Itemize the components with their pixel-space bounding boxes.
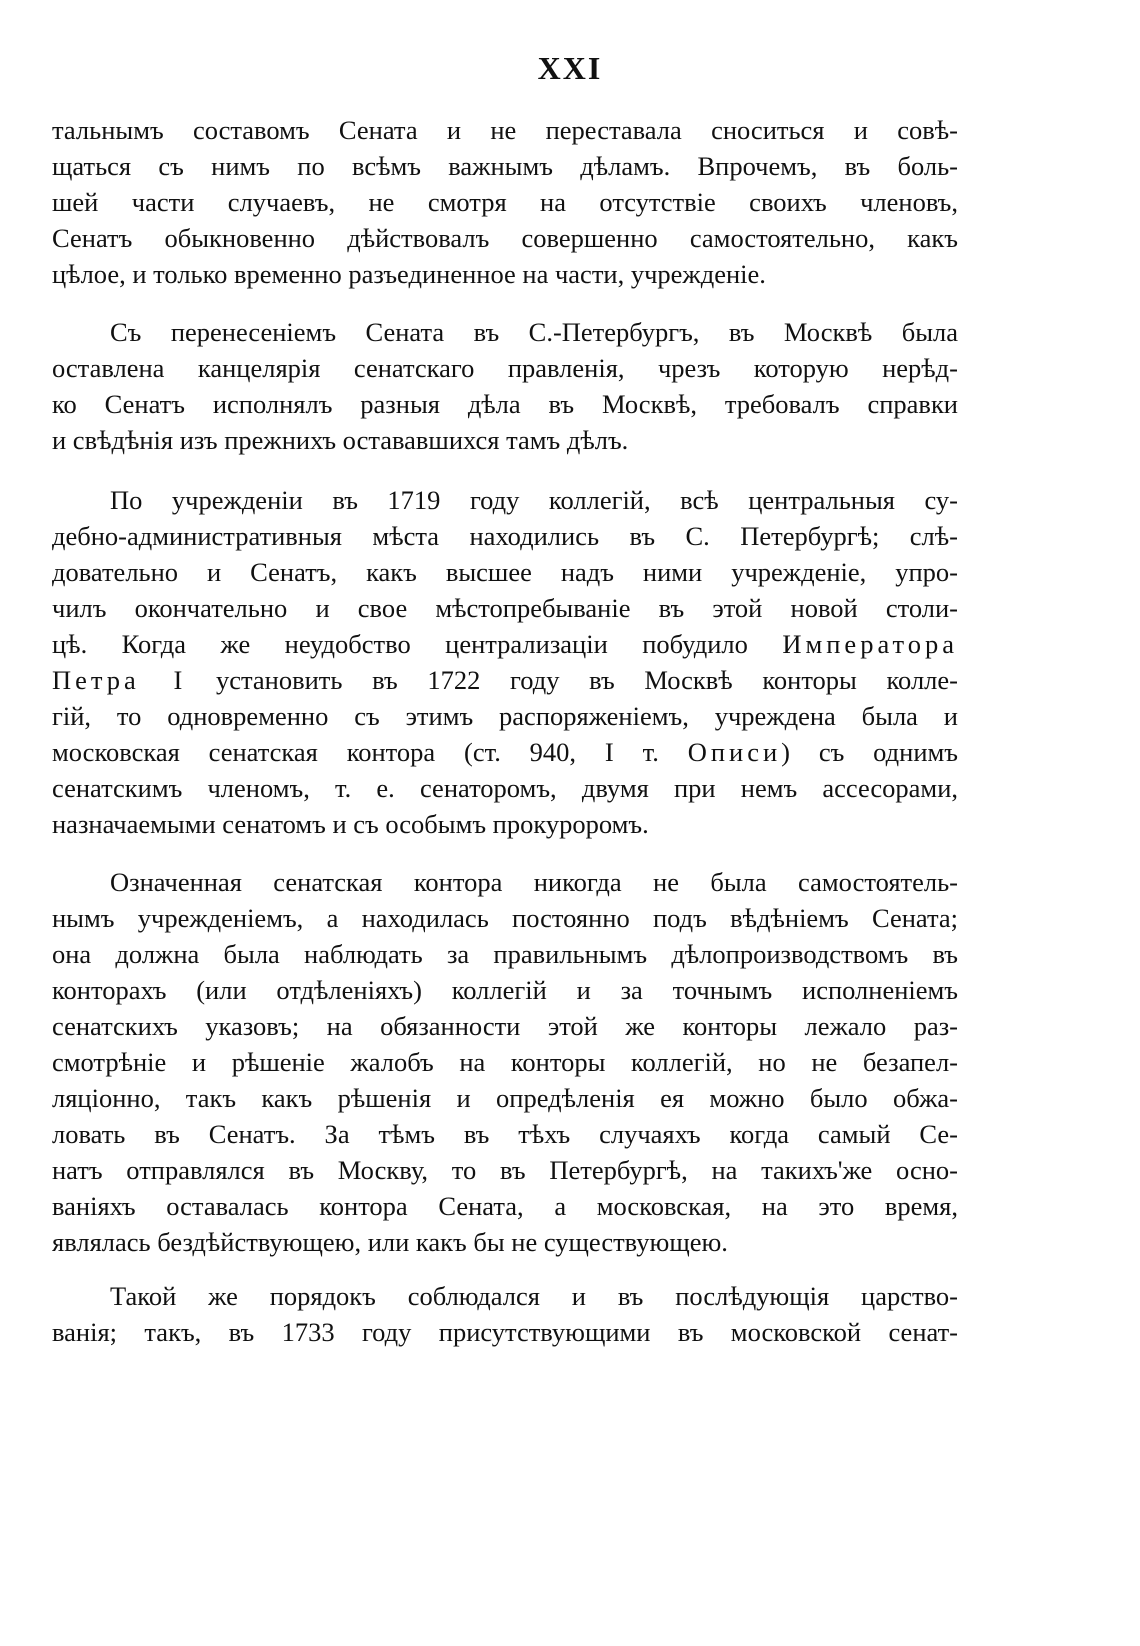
paragraph-2: [0, 314, 1140, 458]
text-line: и свѣдѣнія изъ прежнихъ остававшихся тамъ дѣлъ.: [52, 425, 629, 455]
text-segment: московская сенатская контора (ст. 940, I т.: [52, 737, 659, 767]
text-line: [52, 734, 958, 770]
paragraph-3: [0, 482, 1140, 842]
text-line: ловать въ Сенатъ. За тѣмъ въ тѣхъ случаяхъ когда самый Се-: [52, 1119, 958, 1149]
spaced-name-imperatora: Императора: [782, 629, 959, 659]
text-line: [52, 626, 958, 662]
text-line: Сенатъ обыкновенно дѣйствовалъ совершенно самостоятельно, какъ: [52, 223, 958, 253]
text-line: ко Сенатъ исполнялъ разныя дѣла въ Москвѣ, требовалъ справки: [52, 389, 958, 419]
spaced-word-opisi: Описи: [687, 737, 782, 767]
text-line: сенатскихъ указовъ; на обязанности этой же конторы лежало раз-: [52, 1011, 958, 1041]
text-line: являлась бездѣйствующею, или какъ бы не существующею.: [52, 1227, 728, 1257]
text-line: смотрѣніе и рѣшеніе жалобъ на конторы коллегій, но не безапел-: [52, 1047, 958, 1077]
page-number: XXI: [537, 50, 603, 86]
text-line: Съ перенесеніемъ Сената въ С.-Петербургъ, въ Москвѣ была: [110, 317, 958, 347]
paragraph-4: [0, 864, 1140, 1260]
text-line: гій, то одновременно съ этимъ распоряженіемъ, учреждена была и: [52, 701, 958, 731]
text-line: сенатскимъ членомъ, т. е. сенаторомъ, двумя при немъ ассесорами,: [52, 773, 958, 803]
text-line: цѣлое, и только временно разъединенное на части, учрежденіе.: [52, 259, 766, 289]
text-line: шей части случаевъ, не смотря на отсутствіе своихъ членовъ,: [52, 187, 958, 217]
spaced-name-petra: Петра I: [52, 665, 187, 695]
text-segment: цѣ. Когда же неудобство централизаціи побудило: [52, 629, 748, 659]
text-segment: установить въ 1722 году въ Москвѣ конторы колле-: [215, 665, 958, 695]
text-line: она должна была наблюдать за правильнымъ дѣлопроизводствомъ въ: [52, 939, 958, 969]
text-line: довательно и Сенатъ, какъ высшее надъ ними учрежденіе, упро-: [52, 557, 958, 587]
text-line: назначаемыми сенатомъ и съ особымъ прокуроромъ.: [52, 809, 649, 839]
text-line: дебно-административныя мѣста находились въ С. Петербургѣ; слѣ-: [52, 521, 958, 551]
text-line: нымъ учрежденіемъ, а находилась постоянно подъ вѣдѣніемъ Сената;: [52, 903, 958, 933]
text-line: конторахъ (или отдѣленіяхъ) коллегій и за точнымъ исполненіемъ: [52, 975, 958, 1005]
text-line: чилъ окончательно и свое мѣстопребываніе въ этой новой столи-: [52, 593, 958, 623]
text-line: Означенная сенатская контора никогда не была самостоятель-: [110, 867, 958, 897]
text-line: натъ отправлялся въ Москву, то въ Петербургѣ, на такихъ'же осно-: [52, 1155, 958, 1185]
text-line: По учрежденіи въ 1719 году коллегій, всѣ центральныя су-: [110, 485, 958, 515]
text-line: ваніяхъ оставалась контора Сената, а московская, на это время,: [52, 1191, 958, 1221]
text-line: Такой же порядокъ соблюдался и въ послѣдующія царство-: [110, 1281, 958, 1311]
text-line: щаться съ нимъ по всѣмъ важнымъ дѣламъ. Впрочемъ, въ боль-: [52, 151, 958, 181]
paragraph-1: [0, 112, 1140, 292]
paragraph-5: [0, 1278, 1140, 1350]
text-line: оставлена канцелярія сенатскаго правленія, чрезъ которую нерѣд-: [52, 353, 958, 383]
text-segment: ) съ однимъ: [781, 737, 958, 767]
text-line: ванія; такъ, въ 1733 году присутствующими въ московской сенат-: [52, 1317, 958, 1347]
text-line: тальнымъ составомъ Сената и не переставала сноситься и совѣ-: [52, 115, 958, 145]
text-line: ляціонно, такъ какъ рѣшенія и опредѣленія ея можно было обжа-: [52, 1083, 958, 1113]
text-line: [52, 662, 958, 698]
